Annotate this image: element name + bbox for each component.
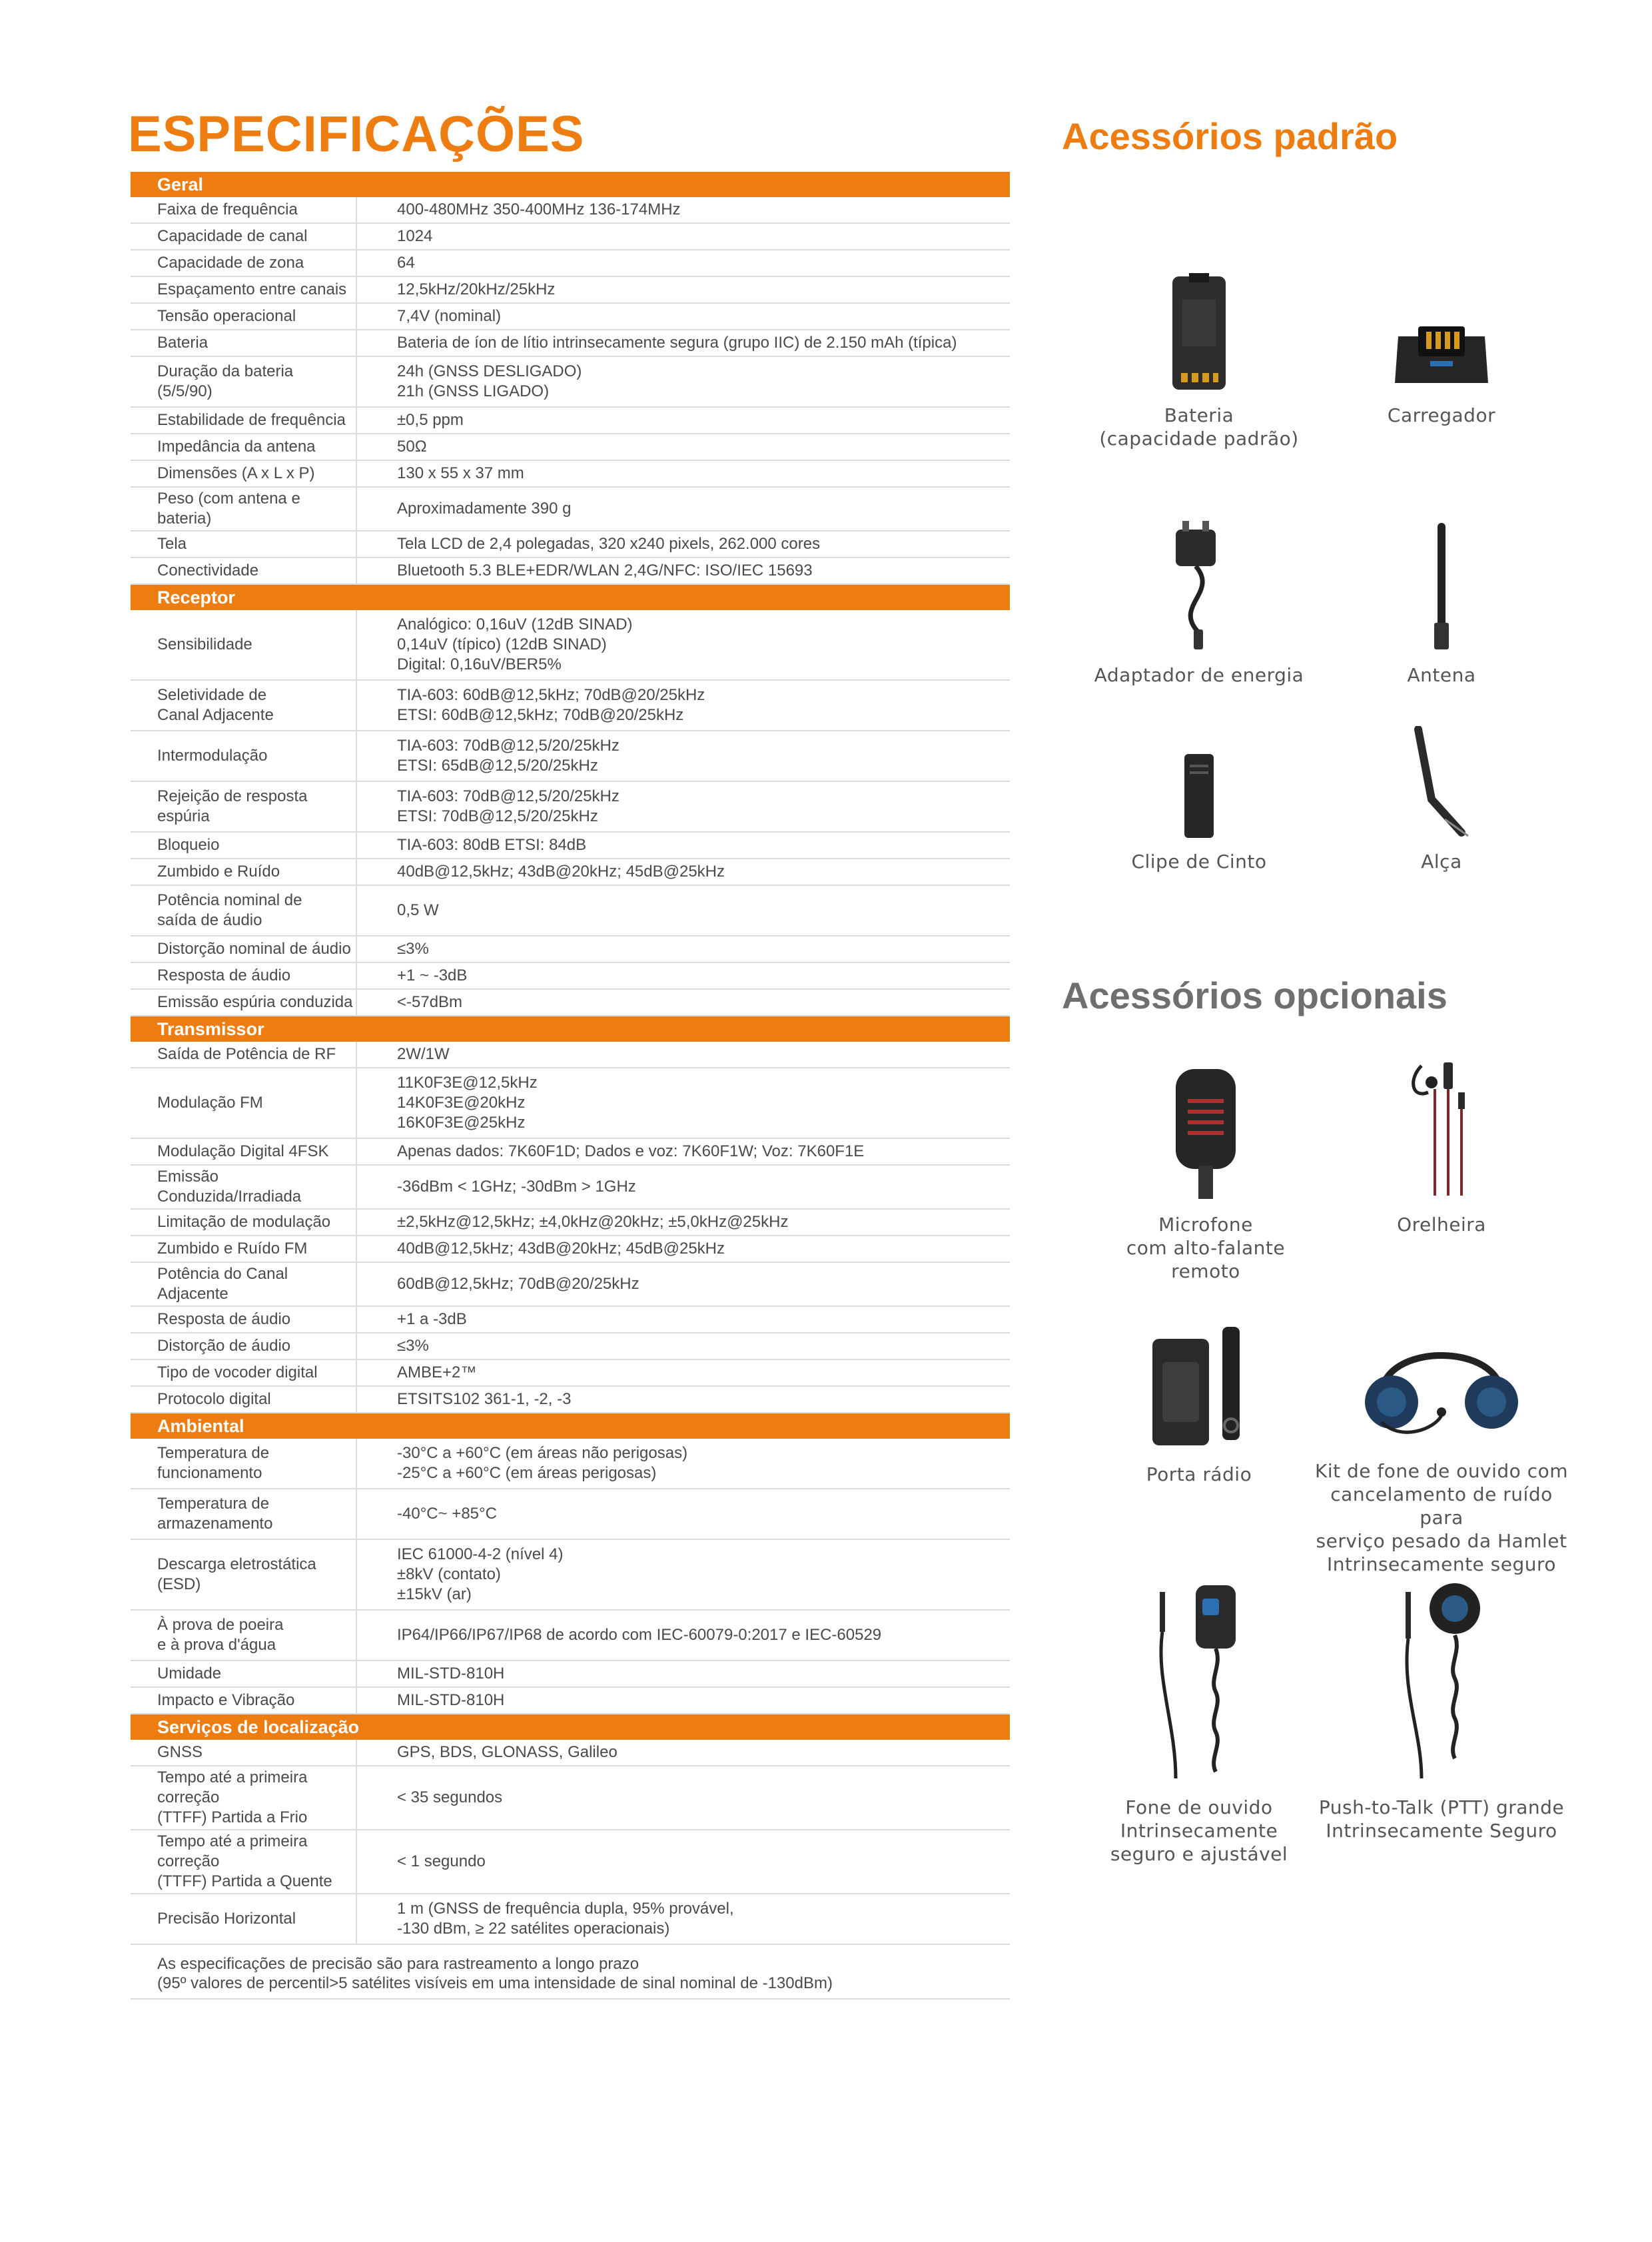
spec-value: GPS, BDS, GLONASS, Galileo [356, 1740, 1010, 1765]
accessory-earpiece [1315, 1052, 1568, 1236]
spec-value: ±2,5kHz@12,5kHz; ±4,0kHz@20kHz; ±5,0kHz@25kHz [356, 1210, 1010, 1235]
spec-value: +1 ~ -3dB [356, 963, 1010, 988]
spec-value: +1 a -3dB [356, 1307, 1010, 1332]
accessory-belt-clip [1072, 753, 1326, 873]
spec-value: 50Ω [356, 434, 1010, 460]
spec-row [131, 610, 1010, 681]
spec-label: Dimensões (A x L x P) [157, 464, 315, 482]
spec-label: Potência nominal de saída de áudio [157, 891, 302, 929]
spec-row [131, 1830, 1010, 1894]
accessory-label: Kit de fone de ouvido com cancelamento de ruído para serviço pesado da Hamlet Intrinsecamente seguro [1315, 1460, 1569, 1575]
earpiece-icon [1315, 1052, 1568, 1202]
spec-label: Faixa de frequência [157, 200, 298, 218]
strap-icon [1315, 733, 1568, 839]
optional-accessories-title: Acessórios opcionais [1062, 974, 1447, 1016]
spec-value: 11K0F3E@12,5kHz 14K0F3E@20kHz 16K0F3E@25kHz [356, 1068, 1010, 1138]
spec-value: AMBE+2™ [356, 1360, 1010, 1385]
spec-row [131, 558, 1010, 585]
spec-row [131, 731, 1010, 782]
spec-value: 400-480MHz 350-400MHz 136-174MHz [356, 197, 1010, 222]
spec-label: Tempo até a primeira correção (TTFF) Partida a Frio [157, 1768, 308, 1826]
power-adapter-icon [1072, 520, 1326, 653]
spec-row [131, 532, 1010, 558]
adjustable-earpiece-icon [1072, 1579, 1326, 1785]
spec-label: Tensão operacional [157, 307, 296, 325]
ptt-icon [1315, 1579, 1568, 1785]
accessory-label: Alça [1421, 851, 1462, 873]
spec-row [131, 488, 1010, 532]
spec-value: 1024 [356, 224, 1010, 249]
spec-row [131, 250, 1010, 277]
spec-row [131, 1540, 1010, 1611]
spec-label: Modulação FM [157, 1094, 263, 1112]
spec-row [131, 197, 1010, 224]
spec-row [131, 1210, 1010, 1236]
accessory-label: Bateria (capacidade padrão) [1099, 404, 1299, 450]
spec-row [131, 859, 1010, 886]
accessory-label: Adaptador de energia [1094, 664, 1304, 686]
spec-label: À prova de poeira e à prova d'água [157, 1616, 284, 1654]
spec-row [131, 886, 1010, 936]
accessory-label: Fone de ouvido Intrinsecamente seguro e ajustável [1110, 1796, 1288, 1865]
spec-value: TIA-603: 60dB@12,5kHz; 70dB@20/25kHz ETSI: 60dB@12,5kHz; 70dB@20/25kHz [356, 681, 1010, 730]
spec-value: 7,4V (nominal) [356, 304, 1010, 329]
spec-value: 60dB@12,5kHz; 70dB@20/25kHz [356, 1263, 1010, 1306]
spec-label: Distorção nominal de áudio [157, 940, 351, 958]
spec-label: Capacidade de canal [157, 227, 308, 245]
spec-row [131, 357, 1010, 408]
belt-clip-icon [1072, 753, 1326, 839]
spec-value: MIL-STD-810H [356, 1688, 1010, 1713]
spec-row [131, 1439, 1010, 1489]
spec-section-header: Transmissor [131, 1016, 1010, 1042]
spec-section-header: Serviços de localização [131, 1714, 1010, 1740]
accessory-large-ptt [1315, 1579, 1568, 1842]
spec-value: -36dBm < 1GHz; -30dBm > 1GHz [356, 1166, 1010, 1208]
spec-value: Analógico: 0,16uV (12dB SINAD) 0,14uV (típico) (12dB SINAD) Digital: 0,16uV/BER5% [356, 610, 1010, 679]
spec-row [131, 1068, 1010, 1139]
spec-label: Resposta de áudio [157, 966, 291, 984]
spec-value: TIA-603: 70dB@12,5/20/25kHz ETSI: 70dB@12,5/20/25kHz [356, 782, 1010, 831]
spec-value: Apenas dados: 7K60F1D; Dados e voz: 7K60F1W; Voz: 7K60F1E [356, 1139, 1010, 1164]
accessory-label: Antena [1407, 664, 1476, 686]
spec-label: GNSS [157, 1743, 203, 1761]
spec-label: Descarga eletrostática (ESD) [157, 1555, 316, 1593]
speaker-microphone-icon [1079, 1059, 1332, 1202]
spec-label: Rejeição de resposta espúria [157, 787, 308, 825]
accessory-label: Porta rádio [1146, 1463, 1252, 1485]
accessory-charger [1315, 253, 1568, 427]
spec-value: 0,5 W [356, 886, 1010, 935]
spec-row [131, 1894, 1010, 1945]
spec-row [131, 1688, 1010, 1714]
spec-label: Espaçamento entre canais [157, 280, 347, 298]
charger-icon [1315, 253, 1568, 393]
spec-value: < 35 segundos [356, 1766, 1010, 1829]
accuracy-footnote: As especificações de precisão são para rastreamento a longo prazo (95º valores de percentil>5 satélites visíveis em uma intensidade de sinal nominal de -130dBm) [131, 1945, 1010, 2000]
accessory-radio-holder [1072, 1325, 1326, 1486]
spec-section-header: Geral [131, 172, 1010, 197]
spec-row [131, 1333, 1010, 1360]
spec-row [131, 1360, 1010, 1387]
spec-row [131, 1236, 1010, 1263]
spec-row [131, 782, 1010, 833]
spec-value: 24h (GNSS DESLIGADO) 21h (GNSS LIGADO) [356, 357, 1010, 406]
spec-row [131, 408, 1010, 434]
spec-value: 64 [356, 250, 1010, 276]
spec-row [131, 1766, 1010, 1830]
spec-row [131, 1611, 1010, 1661]
spec-row [131, 434, 1010, 461]
spec-value: ETSITS102 361-1, -2, -3 [356, 1387, 1010, 1412]
spec-row [131, 1387, 1010, 1413]
spec-value: MIL-STD-810H [356, 1661, 1010, 1686]
standard-accessories-title: Acessórios padrão [1062, 115, 1398, 157]
spec-value: Bluetooth 5.3 BLE+EDR/WLAN 2,4G/NFC: ISO/IEC 15693 [356, 558, 1010, 583]
spec-label: Capacidade de zona [157, 254, 304, 272]
spec-row [131, 963, 1010, 990]
spec-value: ≤3% [356, 936, 1010, 962]
spec-value: Aproximadamente 390 g [356, 488, 1010, 530]
spec-label: Impacto e Vibração [157, 1691, 295, 1709]
spec-value: 1 m (GNSS de frequência dupla, 95% provável, -130 dBm, ≥ 22 satélites operacionais) [356, 1894, 1010, 1944]
battery-icon [1072, 253, 1326, 393]
spec-value: IEC 61000-4-2 (nível 4) ±8kV (contato) ±15kV (ar) [356, 1540, 1010, 1609]
spec-label: Tela [157, 535, 187, 553]
spec-label: Zumbido e Ruído FM [157, 1240, 308, 1258]
spec-label: Temperatura de armazenamento [157, 1495, 273, 1533]
spec-row [131, 461, 1010, 488]
accessory-remote-speaker-mic [1079, 1059, 1332, 1283]
spec-label: Seletividade de Canal Adjacente [157, 686, 274, 724]
spec-row [131, 1166, 1010, 1210]
spec-row [131, 1263, 1010, 1307]
accessory-antenna [1315, 520, 1568, 687]
accessory-label: Clipe de Cinto [1131, 851, 1267, 873]
spec-row [131, 936, 1010, 963]
spec-label: Distorção de áudio [157, 1337, 291, 1355]
accessory-label: Push-to-Talk (PTT) grande Intrinsecamente Seguro [1318, 1796, 1565, 1842]
spec-label: Tipo de vocoder digital [157, 1363, 318, 1381]
spec-value: Tela LCD de 2,4 polegadas, 320 x240 pixels, 262.000 cores [356, 532, 1010, 557]
spec-label: Sensibilidade [157, 635, 252, 653]
spec-value: Bateria de íon de lítio intrinsecamente segura (grupo IIC) de 2.150 mAh (típica) [356, 330, 1010, 356]
spec-value: 40dB@12,5kHz; 43dB@20kHz; 45dB@25kHz [356, 1236, 1010, 1262]
spec-label: Modulação Digital 4FSK [157, 1142, 329, 1160]
spec-label: Precisão Horizontal [157, 1910, 296, 1928]
accessory-label: Carregador [1387, 404, 1496, 426]
page-title: ESPECIFICAÇÕES [128, 106, 585, 163]
accessory-label: Microfone com alto-falante remoto [1126, 1214, 1286, 1282]
spec-label: Tempo até a primeira correção (TTFF) Partida a Quente [157, 1832, 332, 1890]
spec-value: IP64/IP66/IP67/IP68 de acordo com IEC-60079-0:2017 e IEC-60529 [356, 1611, 1010, 1660]
radio-holder-icon [1072, 1325, 1326, 1452]
spec-label: Bloqueio [157, 836, 220, 854]
spec-label: Emissão espúria conduzida [157, 993, 353, 1011]
spec-value: TIA-603: 80dB ETSI: 84dB [356, 833, 1010, 858]
spec-value: 40dB@12,5kHz; 43dB@20kHz; 45dB@25kHz [356, 859, 1010, 885]
spec-value: 12,5kHz/20kHz/25kHz [356, 277, 1010, 302]
spec-row [131, 1307, 1010, 1333]
spec-row [131, 330, 1010, 357]
accessory-strap [1315, 733, 1568, 873]
spec-row [131, 1740, 1010, 1766]
spec-row [131, 990, 1010, 1016]
spec-label: Impedância da antena [157, 438, 316, 456]
spec-label: Bateria [157, 334, 208, 352]
spec-value: ≤3% [356, 1333, 1010, 1359]
spec-row [131, 1661, 1010, 1688]
spec-row [131, 833, 1010, 859]
spec-label: Umidade [157, 1665, 222, 1682]
spec-value: -30°C a +60°C (em áreas não perigosas) -25°C a +60°C (em áreas perigosas) [356, 1439, 1010, 1488]
spec-label: Temperatura de funcionamento [157, 1444, 270, 1482]
spec-label: Intermodulação [157, 747, 268, 765]
spec-label: Protocolo digital [157, 1390, 271, 1408]
spec-value: ±0,5 ppm [356, 408, 1010, 433]
spec-value: 130 x 55 x 37 mm [356, 461, 1010, 486]
accessory-noise-cancelling-headset [1315, 1322, 1568, 1576]
headset-icon [1315, 1322, 1568, 1449]
spec-label: Limitação de modulação [157, 1213, 331, 1231]
spec-label: Resposta de áudio [157, 1310, 291, 1328]
accessory-battery [1072, 253, 1326, 450]
spec-section-header: Receptor [131, 585, 1010, 610]
spec-table [131, 172, 1010, 2000]
spec-row [131, 1489, 1010, 1540]
antenna-icon [1315, 520, 1568, 653]
spec-label: Estabilidade de frequência [157, 411, 346, 429]
spec-label: Zumbido e Ruído [157, 863, 280, 881]
spec-label: Emissão Conduzida/Irradiada [157, 1168, 302, 1206]
spec-section-header: Ambiental [131, 1413, 1010, 1439]
accessory-power-adapter [1072, 520, 1326, 687]
spec-label: Peso (com antena e bateria) [157, 490, 300, 528]
spec-label: Saída de Potência de RF [157, 1045, 336, 1063]
spec-label: Duração da bateria (5/5/90) [157, 362, 294, 400]
spec-value: -40°C~ +85°C [356, 1489, 1010, 1539]
spec-value: < 1 segundo [356, 1830, 1010, 1893]
spec-row [131, 304, 1010, 330]
spec-row [131, 224, 1010, 250]
accessory-label: Orelheira [1397, 1214, 1486, 1236]
spec-row [131, 1042, 1010, 1068]
spec-row [131, 1139, 1010, 1166]
spec-label: Conectividade [157, 561, 259, 579]
spec-value: 2W/1W [356, 1042, 1010, 1067]
spec-value: TIA-603: 70dB@12,5/20/25kHz ETSI: 65dB@12,5/20/25kHz [356, 731, 1010, 781]
spec-value: <-57dBm [356, 990, 1010, 1015]
spec-row [131, 681, 1010, 731]
accessory-adjustable-earpiece [1072, 1579, 1326, 1866]
spec-label: Potência do Canal Adjacente [157, 1265, 288, 1303]
spec-row [131, 277, 1010, 304]
